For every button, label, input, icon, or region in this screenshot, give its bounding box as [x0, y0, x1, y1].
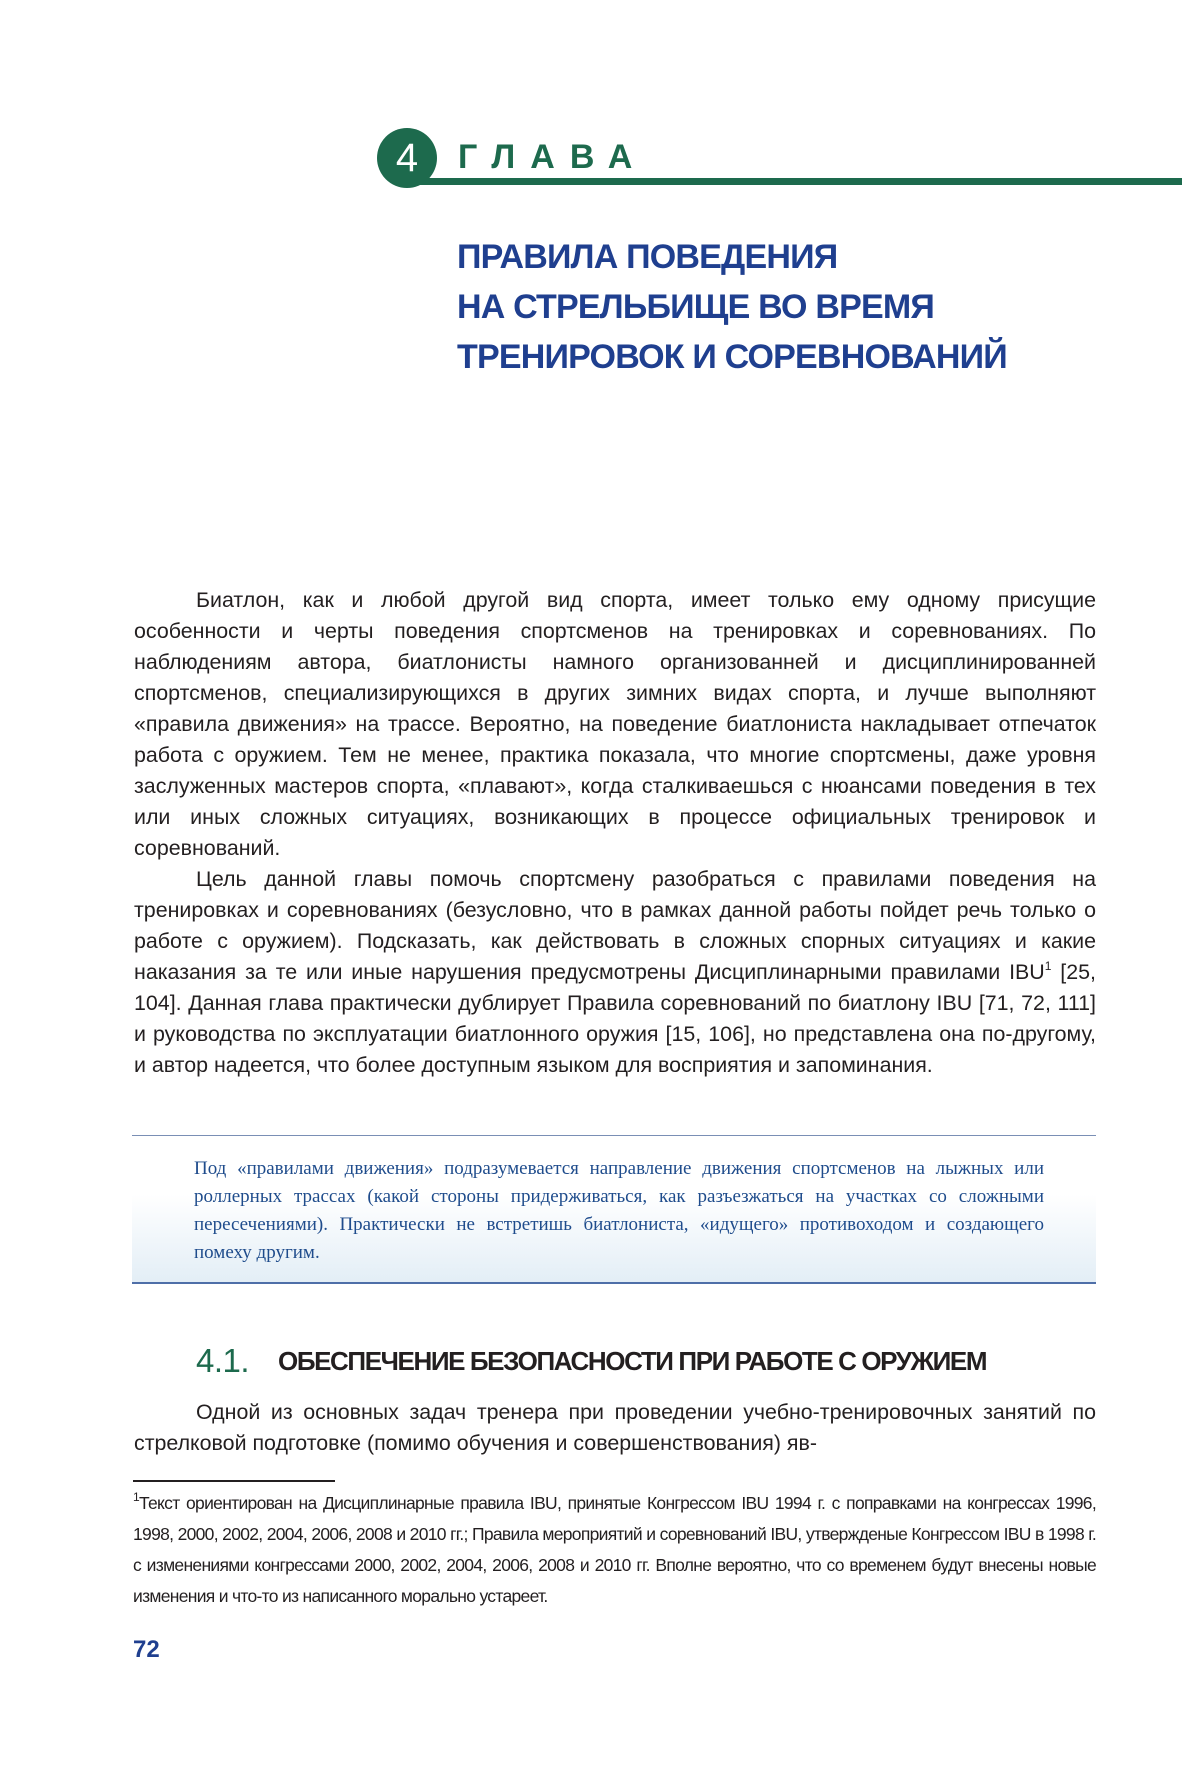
chapter-title-line-3: ТРЕНИРОВОК И СОРЕВНОВАНИЙ — [457, 338, 1007, 376]
chapter-title — [457, 232, 1057, 382]
chapter-title-line-2: НА СТРЕЛЬБИЩЕ ВО ВРЕМЯ — [457, 288, 934, 326]
sidebar-note-text: Под «правилами движения» подразумевается направление движения спортсменов на лыжных или роллерных трассах (какой стороны придерживаться, как разъезжаться на участках со сложными пересечениями). Практически не встретишь биатлониста, «идущего» противоходом и создающего помеху другим. — [194, 1158, 1044, 1263]
footnote-reference[interactable]: 1 — [1044, 959, 1052, 973]
intro-paragraph-1: Биатлон, как и любой другой вид спорта, имеет только ему одному присущие особенности и черты поведения спортсменов на тренировках и соревнованиях. По наблюдениям автора, биатлонисты намного организованней и дисциплинированней спортсменов, специализирующихся в других зимних видах спорта, и лучше выполняют «правила движения» на трассе. Вероятно, на поведение биатлониста накладывает отпечаток работа с оружием. Тем не менее, практика показала, что многие спортсмены, даже уровня заслуженных мастеров спорта, «плавают», когда сталкиваешься с нюансами поведения в тех или иных сложных ситуациях, возникающих в процессе официальных тренировок и соревнований. — [134, 588, 1096, 860]
footnote-text: Текст ориентирован на Дисциплинарные правила IBU, принятые Конгрессом IBU 1994 г. с поправками на конгрессах 1996, 1998, 2000, 2002, 2004, 2006, 2008 и 2010 гг.; Правила мероприятий и соревнований IBU, утвержденые Конгрессом IBU в 1998 г. с изменениями конгрессами 2000, 2002, 2004, 2006, 2008 и 2010 гг. Вполне вероятно, что со временем будут внесены новые изменения и что-то из написанного морально устареет. — [133, 1493, 1096, 1606]
intro-text — [134, 585, 1096, 1081]
chapter-title-line-1: ПРАВИЛА ПОВЕДЕНИЯ — [457, 238, 838, 276]
intro-paragraph-2 — [134, 864, 1096, 1081]
intro-paragraph-2-text-b: [25, 104]. Данная глава практически дублирует Правила соревнований по биатлону IBU [71, 72, 111] и руководства по эксплуатации биатлонного оружия [15, 106], но представлена она по-другому, и автор надеется, что более доступным языком для восприятия и запоминания. — [134, 960, 1096, 1077]
footnote — [133, 1488, 1096, 1612]
page-number: 72 — [133, 1636, 160, 1663]
section-body — [134, 1397, 1096, 1459]
footnote-divider — [133, 1480, 335, 1482]
chapter-label: ГЛАВА — [458, 138, 648, 176]
footnote-marker: 1 — [133, 1490, 139, 1504]
chapter-divider — [420, 178, 1182, 185]
intro-paragraph-2-text-a: Цель данной главы помочь спортсмену разобраться с правилами поведения на тренировках и соревнованиях (безусловно, что в рамках данной работы пойдет речь только о работе с оружием). Подсказать, как действовать в сложных спорных ситуациях и какие наказания за те или иные нарушения предусмотрены Дисциплинарными правилами IBU — [134, 867, 1096, 984]
sidebar-note — [132, 1135, 1096, 1284]
section-paragraph: Одной из основных задач тренера при проведении учебно-тренировочных занятий по стрелковой подготовке (помимо обучения и совершенствования) яв- — [134, 1400, 1096, 1455]
section-title: ОБЕСПЕЧЕНИЕ БЕЗОПАСНОСТИ ПРИ РАБОТЕ С ОРУЖИЕМ — [278, 1346, 987, 1376]
section-number: 4.1. — [196, 1342, 250, 1379]
chapter-number-badge: 4 — [377, 128, 437, 188]
